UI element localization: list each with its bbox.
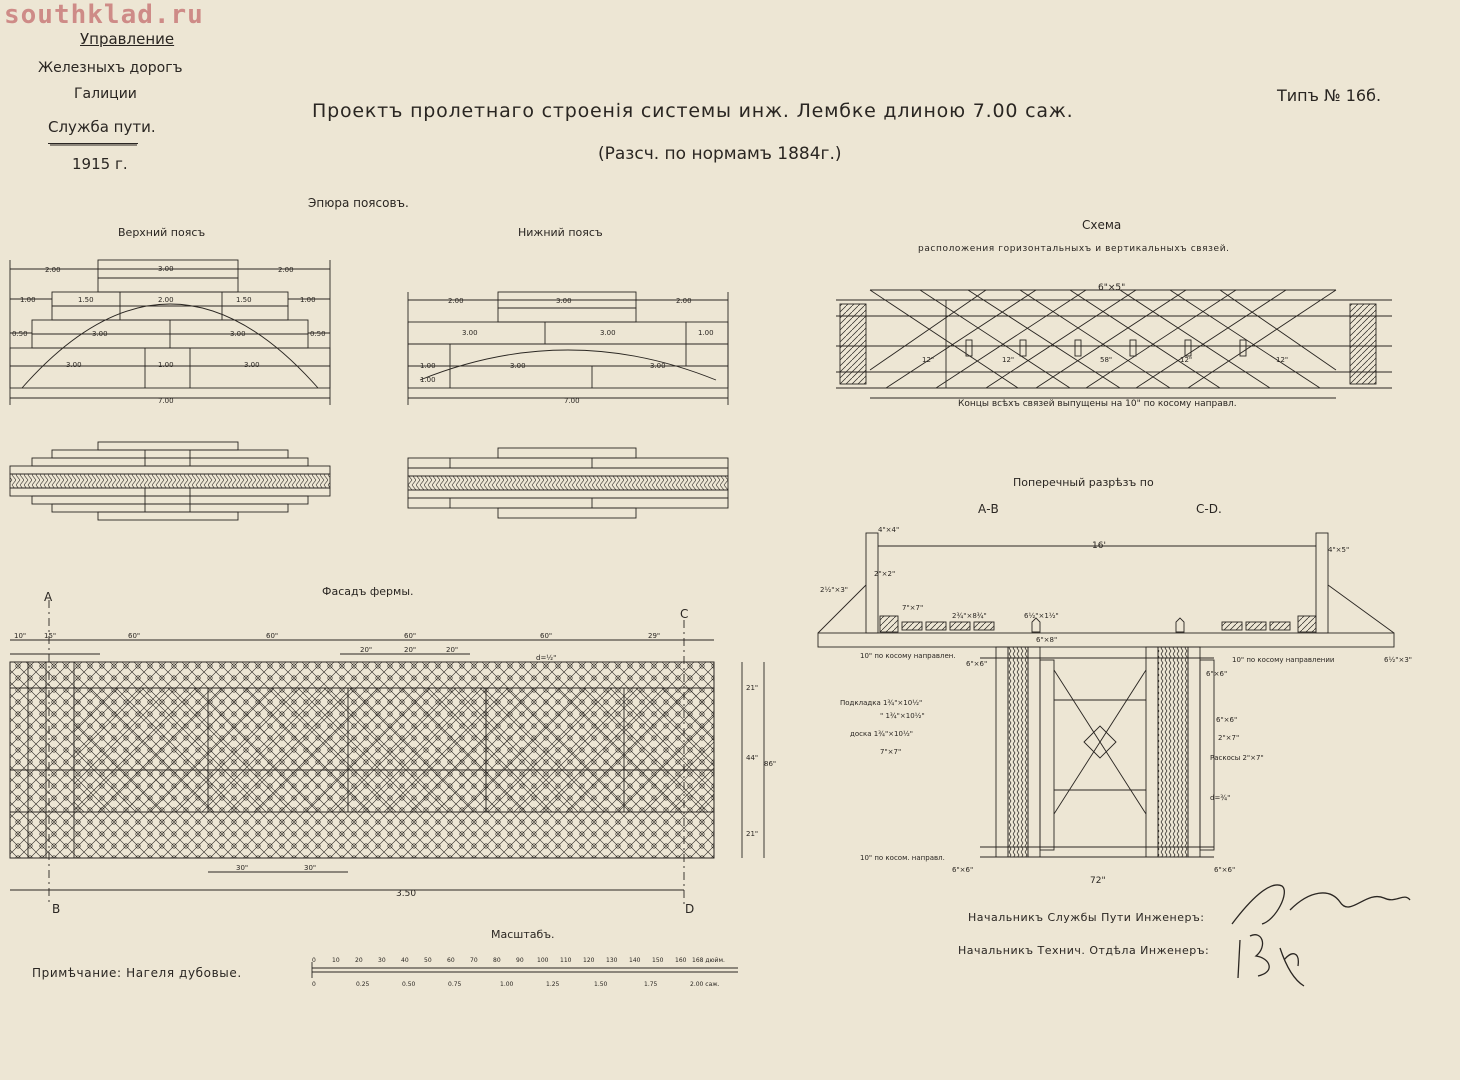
svg-text:3.00: 3.00: [230, 330, 246, 338]
upper-chord-epure: [10, 260, 330, 405]
svg-text:60": 60": [540, 632, 553, 640]
upper-chord-dims: [12, 265, 326, 405]
svg-text:29": 29": [648, 632, 661, 640]
svg-text:3.00: 3.00: [510, 362, 526, 370]
svg-text:21": 21": [746, 830, 759, 838]
org-line-4: Служба пути.: [48, 118, 156, 136]
svg-text:20: 20: [355, 957, 363, 964]
svg-text:20": 20": [404, 646, 417, 654]
svg-text:4"×4": 4"×4": [878, 526, 900, 534]
svg-text:1.00: 1.00: [698, 329, 714, 337]
svg-text:21": 21": [746, 684, 759, 692]
svg-text:15": 15": [44, 632, 57, 640]
svg-text:30": 30": [236, 864, 249, 872]
svg-text:3.00: 3.00: [462, 329, 478, 337]
svg-text:2.00 саж.: 2.00 саж.: [690, 981, 720, 988]
section-mark-a: A: [44, 590, 53, 604]
svg-text:0: 0: [312, 957, 316, 964]
section-ab: А-В: [978, 502, 999, 516]
cross-section: [818, 533, 1394, 857]
svg-text:доска 1¾"×10½": доска 1¾"×10½": [850, 730, 913, 738]
org-line-3: Галиции: [74, 86, 137, 102]
svg-text:7"×7": 7"×7": [880, 748, 902, 756]
svg-text:6"×8": 6"×8": [1036, 636, 1058, 644]
svg-text:6"×5": 6"×5": [1098, 283, 1126, 293]
svg-text:12": 12": [1180, 356, 1193, 364]
svg-text:2.00: 2.00: [676, 297, 692, 305]
svg-text:90: 90: [516, 957, 524, 964]
svg-text:12": 12": [1002, 356, 1015, 364]
lower-chord-plan: [408, 448, 728, 518]
svg-text:44": 44": [746, 754, 759, 762]
svg-text:10" по косому направлении: 10" по косому направлении: [1232, 656, 1335, 664]
svg-text:60": 60": [266, 632, 279, 640]
signature-label-1: Начальникъ Службы Пути Инженеръ:: [968, 911, 1205, 924]
svg-text:10": 10": [14, 632, 27, 640]
upper-chord-plan: [10, 442, 330, 520]
svg-text:7"×7": 7"×7": [902, 604, 924, 612]
svg-text:1.00: 1.00: [20, 296, 36, 304]
svg-text:72": 72": [1090, 876, 1106, 886]
svg-text:6"×6": 6"×6": [1214, 866, 1236, 874]
svg-text:3.00: 3.00: [92, 330, 108, 338]
svg-text:6½"×1½": 6½"×1½": [1024, 612, 1059, 620]
svg-text:3.00: 3.00: [556, 297, 572, 305]
svg-text:" 1¾"×10½": " 1¾"×10½": [880, 712, 925, 720]
svg-text:2"×2": 2"×2": [874, 570, 896, 578]
svg-text:3.00: 3.00: [66, 361, 82, 369]
svg-text:2½"×3": 2½"×3": [820, 586, 848, 594]
svg-text:3.00: 3.00: [600, 329, 616, 337]
svg-text:3.00: 3.00: [158, 265, 174, 273]
svg-text:1.25: 1.25: [546, 981, 560, 988]
svg-text:d=¾": d=¾": [1210, 794, 1231, 802]
svg-text:70: 70: [470, 957, 478, 964]
org-line-1: Управление: [80, 30, 175, 48]
svg-text:30": 30": [304, 864, 317, 872]
epure-title: Эпюра поясовъ.: [308, 196, 409, 210]
cross-section-labels: [820, 526, 1412, 886]
svg-text:6"×6": 6"×6": [1216, 716, 1238, 724]
svg-text:6"×6": 6"×6": [1206, 670, 1228, 678]
svg-text:0.25: 0.25: [356, 981, 370, 988]
svg-text:7.00: 7.00: [564, 397, 580, 405]
svg-text:Раскосы 2"×7": Раскосы 2"×7": [1210, 754, 1264, 762]
svg-text:30: 30: [378, 957, 386, 964]
bracing-schema: [836, 290, 1392, 398]
svg-text:40: 40: [401, 957, 409, 964]
svg-text:160: 160: [675, 957, 687, 964]
svg-text:100: 100: [537, 957, 549, 964]
section-cd: С-D.: [1196, 502, 1222, 516]
lower-chord-label: Нижний поясъ: [518, 226, 603, 239]
svg-text:86": 86": [764, 760, 777, 768]
svg-text:6"×6": 6"×6": [952, 866, 974, 874]
scale-bar: [312, 962, 738, 978]
svg-text:120: 120: [583, 957, 595, 964]
lower-chord-dims: [420, 297, 714, 405]
svg-text:10" по косому направлен.: 10" по косому направлен.: [860, 652, 956, 660]
scale-title: Масштабъ.: [491, 928, 555, 941]
svg-text:1.00: 1.00: [300, 296, 316, 304]
svg-text:0: 0: [312, 981, 316, 988]
note: Примѣчание: Нагеля дубовые.: [32, 966, 242, 980]
watermark: southklad.ru: [4, 0, 204, 30]
upper-chord-label: Верхний поясъ: [118, 226, 206, 239]
svg-text:4"×5": 4"×5": [1328, 546, 1350, 554]
svg-text:1.75: 1.75: [644, 981, 658, 988]
svg-text:0.50: 0.50: [310, 330, 326, 338]
svg-text:d=½": d=½": [536, 654, 557, 662]
truss-facade: [10, 600, 764, 905]
svg-text:60": 60": [404, 632, 417, 640]
svg-text:6"×6": 6"×6": [966, 660, 988, 668]
svg-text:16': 16': [1092, 541, 1106, 551]
svg-text:2.00: 2.00: [448, 297, 464, 305]
svg-text:12": 12": [1276, 356, 1289, 364]
section-title: Поперечный разрѣзъ по: [1013, 476, 1154, 489]
schema-subtitle: расположения горизонтальныхъ и вертикальныхъ связей.: [918, 244, 1230, 254]
svg-text:2.00: 2.00: [45, 266, 61, 274]
year: 1915 г.: [72, 155, 128, 173]
svg-text:10: 10: [332, 957, 340, 964]
org-line-2: Железныхъ дорогъ: [38, 60, 183, 76]
page-title: Проектъ пролетнаго строенія системы инж. Лембке длиною 7.00 саж.: [312, 100, 1074, 122]
lower-chord-epure: [408, 292, 728, 405]
signature-1: [1232, 885, 1410, 924]
svg-text:80: 80: [493, 957, 501, 964]
svg-text:3.50: 3.50: [396, 889, 417, 899]
svg-text:1.00: 1.00: [500, 981, 514, 988]
scale-ticks: [312, 957, 725, 988]
svg-text:168 дюйм.: 168 дюйм.: [692, 957, 725, 964]
svg-text:3.00: 3.00: [244, 361, 260, 369]
svg-text:2"×7": 2"×7": [1218, 734, 1240, 742]
svg-text:2.00: 2.00: [158, 296, 174, 304]
svg-text:58": 58": [1100, 356, 1113, 364]
svg-text:0.75: 0.75: [448, 981, 462, 988]
svg-text:10" по косом. направл.: 10" по косом. направл.: [860, 854, 945, 862]
svg-text:50: 50: [424, 957, 432, 964]
svg-text:1.00: 1.00: [158, 361, 174, 369]
svg-text:1.00: 1.00: [420, 362, 436, 370]
svg-text:6½"×3": 6½"×3": [1384, 656, 1412, 664]
svg-text:1.00: 1.00: [420, 376, 436, 384]
page-subtitle: (Разсч. по нормамъ 1884г.): [598, 144, 842, 164]
schema-note: Концы всѣхъ связей выпущены на 10" по косому направл.: [958, 399, 1237, 409]
svg-text:130: 130: [606, 957, 618, 964]
svg-text:12": 12": [922, 356, 935, 364]
section-mark-d: D: [685, 902, 695, 916]
section-mark-b: B: [52, 902, 61, 916]
svg-text:150: 150: [652, 957, 664, 964]
svg-text:Подкладка 1¾"×10½": Подкладка 1¾"×10½": [840, 699, 923, 707]
type-number: Типъ № 16б.: [1277, 86, 1382, 105]
svg-text:7.00: 7.00: [158, 397, 174, 405]
svg-text:1.50: 1.50: [594, 981, 608, 988]
svg-text:2.00: 2.00: [278, 266, 294, 274]
svg-text:1.50: 1.50: [236, 296, 252, 304]
svg-text:60: 60: [447, 957, 455, 964]
svg-text:0.50: 0.50: [402, 981, 416, 988]
svg-text:140: 140: [629, 957, 641, 964]
svg-text:0.50: 0.50: [12, 330, 28, 338]
schema-title: Схема: [1082, 218, 1122, 232]
facade-title: Фасадъ фермы.: [322, 585, 414, 598]
svg-text:20": 20": [446, 646, 459, 654]
svg-text:3.00: 3.00: [650, 362, 666, 370]
svg-text:60": 60": [128, 632, 141, 640]
svg-text:2¾"×8¾": 2¾"×8¾": [952, 612, 987, 620]
signature-label-2: Начальникъ Технич. Отдѣла Инженеръ:: [958, 944, 1210, 957]
section-mark-c: C: [680, 607, 689, 621]
svg-text:110: 110: [560, 957, 572, 964]
svg-text:1.50: 1.50: [78, 296, 94, 304]
svg-text:20": 20": [360, 646, 373, 654]
signature-2: [1238, 935, 1304, 986]
schema-dims: [922, 283, 1288, 364]
